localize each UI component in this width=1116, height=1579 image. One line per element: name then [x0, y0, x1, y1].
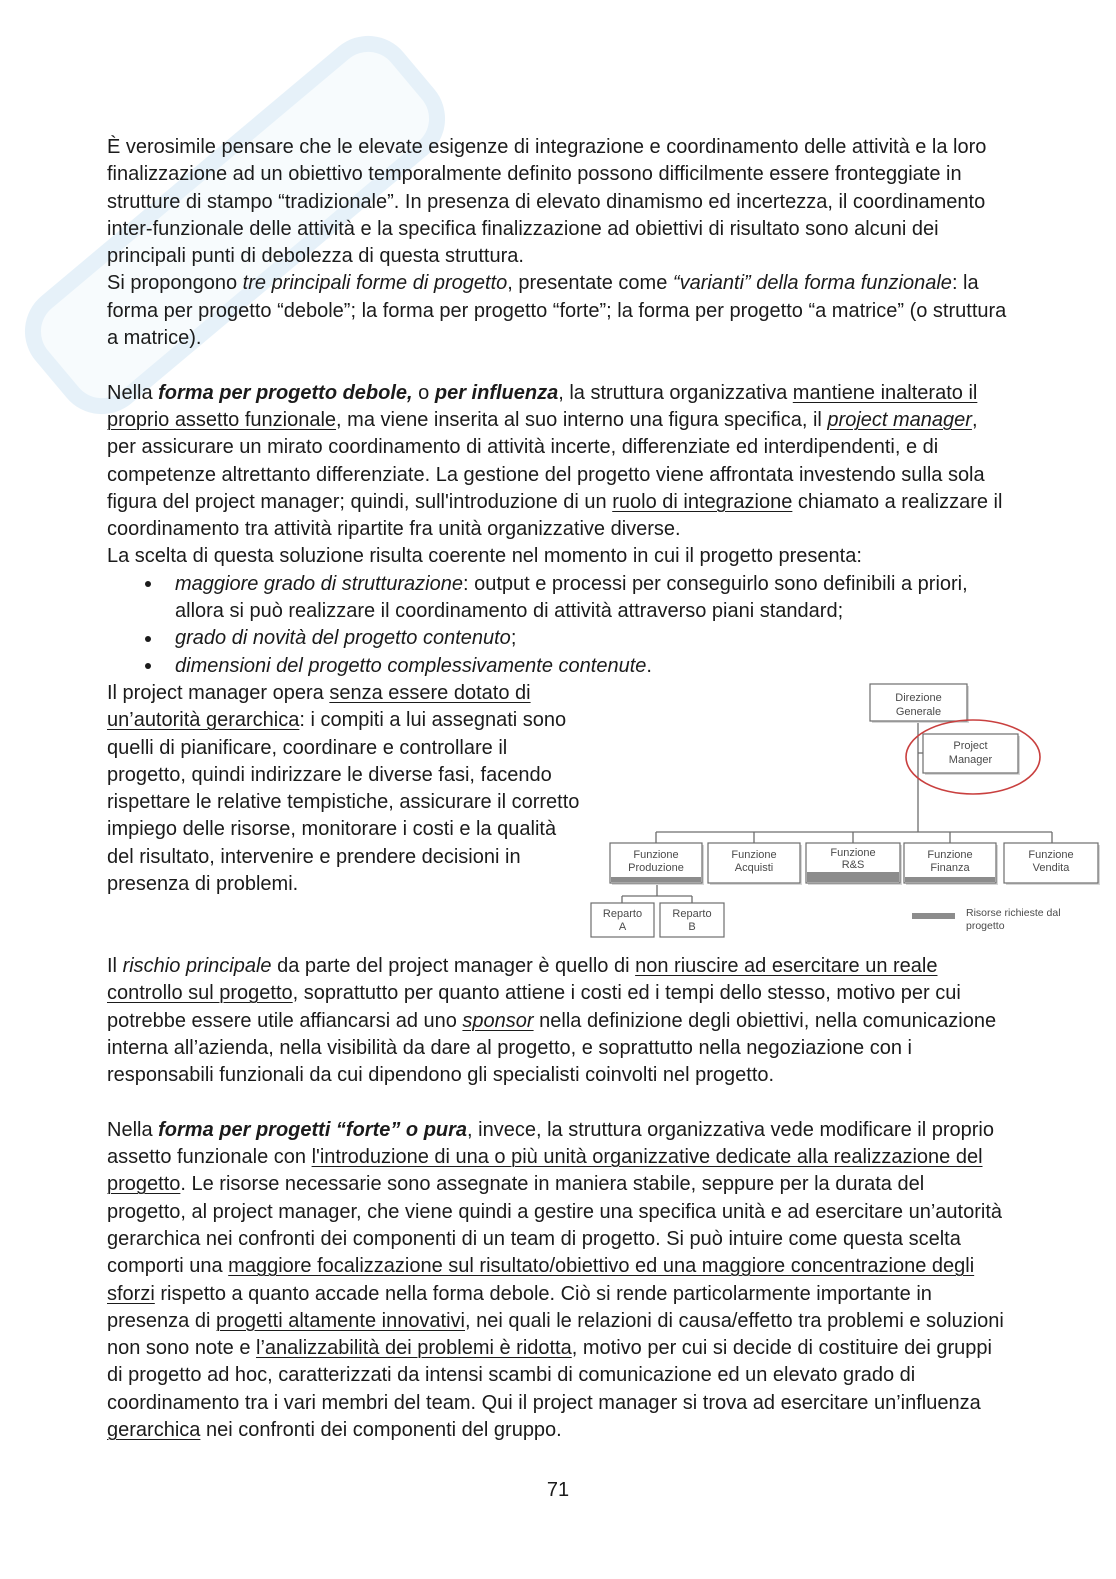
box-label: R&S [841, 858, 865, 871]
underlined-italic-text: project manager [827, 408, 972, 431]
org-box-funzione-rs [806, 843, 902, 885]
text-segment: Si propongono [107, 272, 243, 295]
text-segment: . [646, 654, 652, 677]
text-segment: da parte del project manager è quello di [271, 954, 636, 977]
org-chart-diagram [586, 678, 1106, 944]
text-segment: , motivo per cui si decide di costituire dei gruppi di progetto ad hoc, caratterizzati da intensi scambi di comunicazione ed un elevato grado di coordinamento tra i vari membri del team. Qui il project manager si trova ad esercitare un’influenza [107, 1337, 992, 1414]
box-label: A [618, 920, 627, 933]
text-segment: , ma viene inserita al suo interno una figura specifica, il [336, 408, 828, 431]
text-segment: : i compiti a lui assegnati sono quelli di pianificare, coordinare e controllare il progetto, quindi indirizzare le diverse fasi, facendo rispettare le relative tempistiche, assicurare il corretto impiego delle risorse, monitorare i costi e la qualità del risultato, intervenire e prendere decisioni in presenza di problemi. [107, 709, 580, 896]
box-label: Funzione [830, 846, 876, 859]
bold-italic-text: forma per progetti “forte” o pura [158, 1118, 468, 1141]
box-label: Generale [895, 705, 942, 718]
text-segment: nella definizione degli obiettivi, nella comunicazione interna all’azienda, nella visibilità da dare al progetto, e soprattutto nella negoziazione con i responsabili funzionali da cui dipendono gli specialisti coinvolti nel progetto. [107, 1009, 997, 1087]
resource-strip [807, 872, 899, 882]
org-box-funzione-vendita [1004, 843, 1100, 885]
underlined-text: mantiene inalterato il proprio assetto funzionale [107, 381, 978, 431]
box-label: Funzione [927, 848, 973, 861]
box-label: Vendita [1032, 861, 1070, 874]
box-label: Acquisti [734, 861, 774, 874]
box-label: Finanza [930, 861, 970, 874]
text-segment: Nella [107, 381, 159, 404]
org-box-direzione-generale [870, 684, 969, 723]
text-segment: Il project manager opera [107, 681, 330, 704]
org-box-reparto-a [591, 903, 654, 937]
text-segment: , la struttura organizzativa [558, 381, 793, 404]
bold-italic-text: per influenza [434, 381, 559, 404]
resource-strip [611, 877, 701, 882]
text-segment: : la forma per progetto “debole”; la forma per progetto “forte”; la forma per progetto “a matrice” (o struttura a matrice). [107, 272, 1007, 350]
project-manager-section [107, 680, 1074, 953]
box-label: Reparto [602, 907, 643, 920]
italic-text: grado di novità del progetto contenuto [175, 627, 511, 650]
underlined-italic-text: sponsor [462, 1009, 534, 1032]
italic-text: tre principali forme di progetto [242, 272, 508, 295]
conditions-list [107, 571, 1007, 680]
text-segment: ; [510, 627, 517, 650]
text-segment: Nella [107, 1118, 159, 1141]
bullet-icon [145, 636, 151, 642]
bold-italic-text: forma per progetto debole, [158, 381, 413, 404]
paragraph-pm-role [107, 680, 587, 898]
box-label: B [688, 920, 696, 933]
legend-label: progetto [966, 919, 1005, 932]
box-label: Produzione [628, 861, 684, 874]
legend-label: Risorse richieste dal [966, 906, 1061, 919]
bullet-icon [145, 581, 151, 587]
paragraph-choice: La scelta di questa soluzione risulta coerente nel momento in cui il progetto presenta: [107, 545, 862, 568]
text-segment: nei confronti dei componenti del gruppo. [200, 1418, 562, 1441]
list-item [175, 625, 1007, 652]
box-label: Manager [948, 753, 993, 766]
box-label: Direzione [895, 691, 942, 704]
org-box-funzione-finanza [904, 843, 998, 885]
italic-text: dimensioni del progetto complessivamente contenute [175, 654, 647, 677]
italic-text: maggiore grado di strutturazione [175, 572, 463, 595]
paragraph-project-forms [107, 270, 1007, 352]
text-segment: Il [107, 954, 123, 977]
paragraph-risk [107, 953, 1007, 1089]
underlined-text: progetti altamente innovativi [215, 1309, 466, 1332]
underlined-text: ruolo di integrazione [612, 490, 793, 513]
page-content [107, 134, 1074, 1444]
text-segment: , invece, la struttura organizzativa vede modificare il proprio assetto funzionale con [107, 1118, 994, 1169]
org-box-funzione-produzione [610, 843, 704, 885]
text-segment: . Le risorse necessarie sono assegnate in maniera stabile, seppure per la durata del progetto, al project manager, che viene quindi a gestire una specifica unità e ad esercitare un’autorità gerarchica nei confronti dei componenti di un team di progetto. Si può intuire come questa scelta comporti una [107, 1173, 1002, 1278]
page-number: 71 [546, 1479, 570, 1501]
box-label: Funzione [731, 848, 777, 861]
underlined-text: l'introduzione di una o più unità organizzative dedicate alla realizzazione del progetto [107, 1146, 983, 1196]
org-box-reparto-b [660, 903, 724, 937]
resource-strip [905, 877, 995, 882]
underlined-text: maggiore focalizzazione sul risultato/obiettivo ed una maggiore concentrazione degli sforzi [107, 1255, 975, 1305]
paragraph-strong-form [107, 1117, 1007, 1445]
text-segment: , soprattutto per quanto attiene i costi ed i tempi dello stesso, motivo per cui potrebbe essere utile affiancarsi ad uno [107, 982, 961, 1032]
paragraph-intro: È verosimile pensare che le elevate esigenze di integrazione e coordinamento delle attività e la loro finalizzazione ad un obiettivo temporalmente definito possono difficilmente essere fronteggiate in strutture di stampo “tradizionale”. In presenza di elevato dinamismo ed incertezza, il coordinamento inter-funzionale delle attività e la specifica finalizzazione ad obiettivi di risultato sono alcuni dei principali punti di debolezza di questa struttura. [107, 136, 987, 268]
box-label: Funzione [1028, 848, 1074, 861]
box-label: Project [953, 739, 988, 752]
text-segment: , nei quali le relazioni di causa/effetto tra problemi e soluzioni non sono note e [107, 1309, 1004, 1360]
underlined-text: non riuscire ad esercitare un reale controllo sul progetto [107, 954, 938, 1005]
underlined-text: l’analizzabilità dei problemi è ridotta [256, 1337, 572, 1360]
text-segment: chiamato a realizzare il coordinamento tra attività ripartite fra unità organizzative diverse. [107, 490, 1003, 541]
underlined-text: gerarchica [107, 1418, 201, 1441]
italic-text: rischio principale [122, 954, 272, 977]
bullet-icon [145, 663, 151, 669]
text-segment: rispetto a quanto accade nella forma debole. Ciò si rende particolarmente importante in presenza di [107, 1282, 932, 1332]
list-item [175, 653, 1007, 680]
org-box-funzione-acquisti [708, 843, 802, 885]
text-segment: , per assicurare un mirato coordinamento di attività incerte, differenziate ed interdipendenti, e di competenze altrettanto differenziate. La gestione del progetto viene affrontata investendo sulla sola figura del project manager; quindi, sull'introduzione di un [107, 408, 985, 513]
paragraph-weak-form [107, 380, 1007, 544]
legend-swatch [912, 913, 955, 919]
text-segment: , presentate come [507, 272, 673, 295]
text-segment: o [412, 381, 435, 404]
list-item [175, 571, 1007, 626]
org-box-project-manager [923, 734, 1020, 775]
underlined-text: senza essere dotato di un’autorità gerarchica [107, 681, 531, 732]
box-label: Reparto [672, 907, 712, 920]
box-label: Funzione [633, 848, 679, 861]
legend [912, 907, 1061, 932]
text-segment: : output e processi per conseguirlo sono definibili a priori, allora si può realizzare il coordinamento di attività attraverso piani standard; [175, 572, 968, 623]
italic-text: “varianti” della forma funzionale [672, 272, 952, 295]
